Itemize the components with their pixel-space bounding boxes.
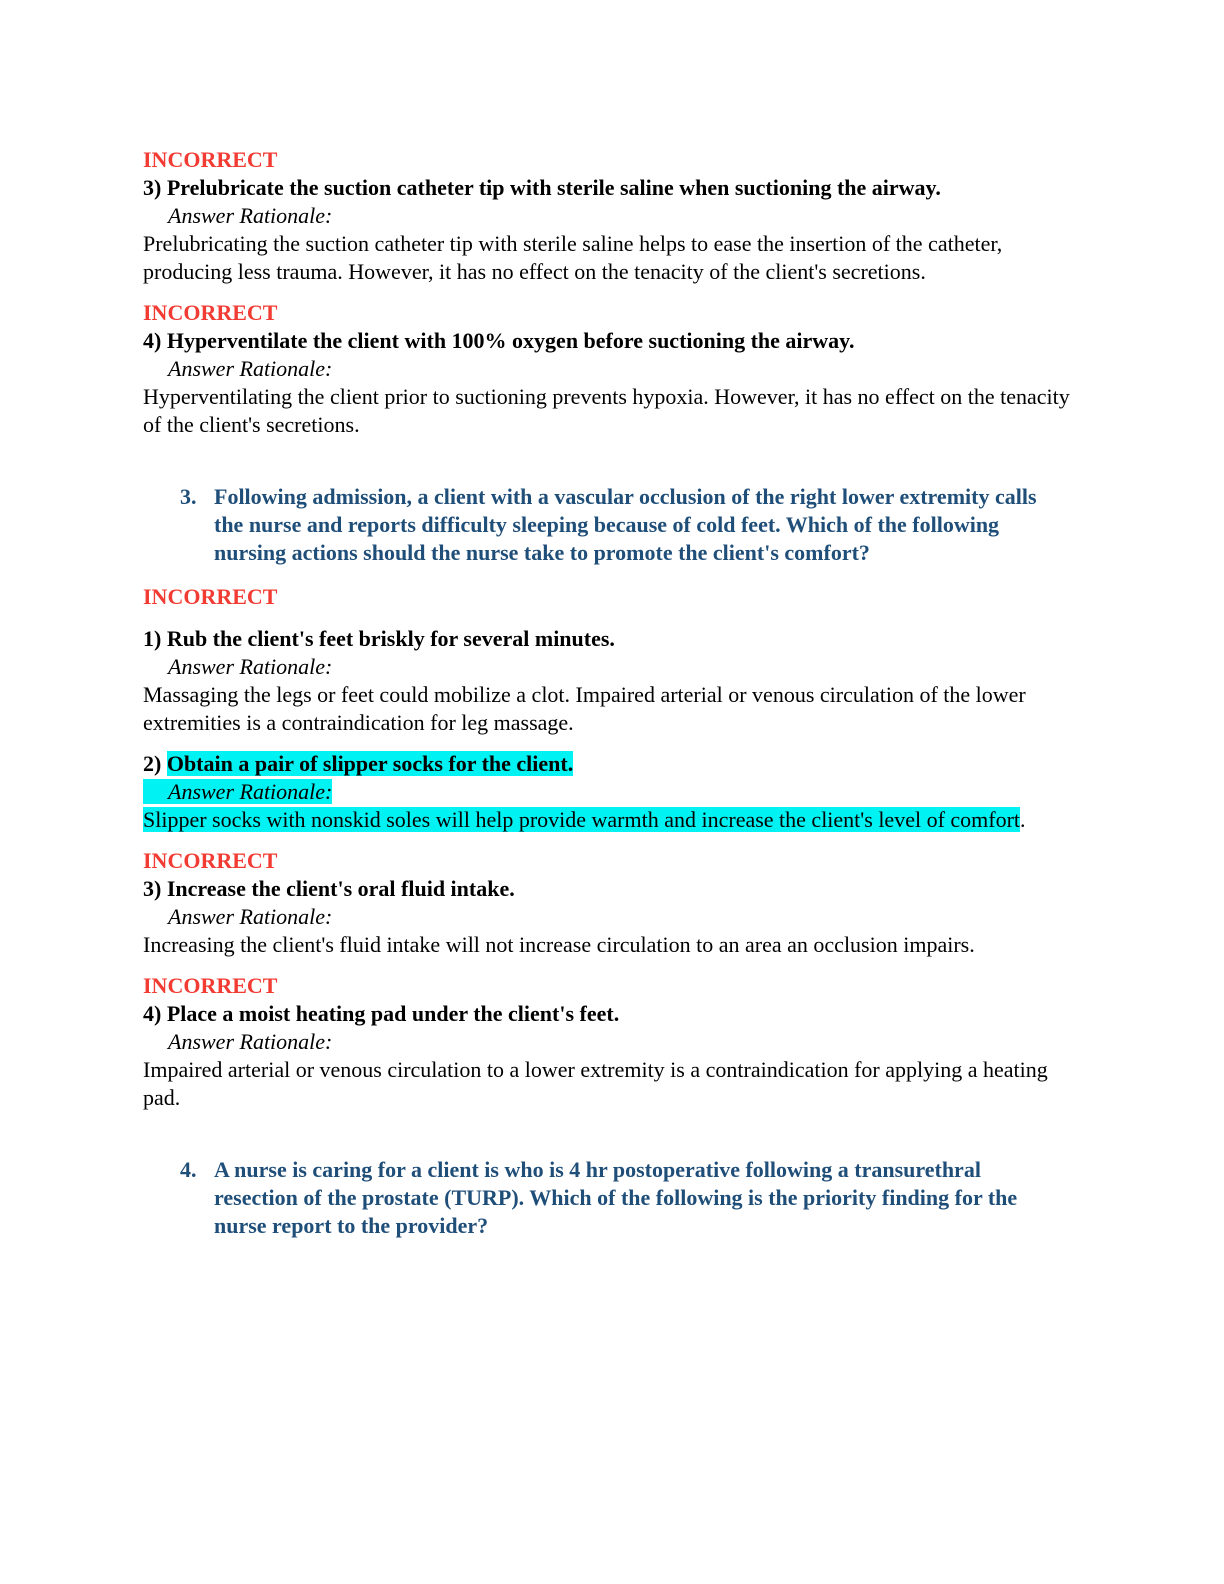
answer-block (143, 299, 1078, 439)
answer-block (143, 972, 1078, 1112)
status-label: INCORRECT (143, 147, 278, 172)
question-number: 3. (180, 484, 197, 509)
answer-block (143, 583, 1078, 737)
rationale-label: Answer Rationale: (168, 356, 333, 381)
rationale-text: Impaired arterial or venous circulation to a lower extremity is a contraindication for applying a heating pad. (143, 1057, 1048, 1110)
rationale-tail: . (1020, 807, 1026, 832)
answer-option (143, 750, 1078, 778)
rationale-label-text: Answer Rationale: (143, 779, 332, 804)
rationale-text: Increasing the client's fluid intake will not increase circulation to an area an occlusion impairs. (143, 932, 975, 957)
status-label: INCORRECT (143, 973, 278, 998)
question (180, 1156, 1078, 1240)
rationale-label (143, 778, 1078, 806)
rationale-text: Massaging the legs or feet could mobilize a clot. Impaired arterial or venous circulation of the lower extremities is a contraindication for leg massage. (143, 682, 1026, 735)
rationale-label: Answer Rationale: (168, 1029, 333, 1054)
rationale-text: Hyperventilating the client prior to suctioning prevents hypoxia. However, it has no effect on the tenacity of the client's secretions. (143, 384, 1070, 437)
answer-block (143, 847, 1078, 959)
rationale-label: Answer Rationale: (168, 203, 333, 228)
highlighted-rationale-text: Slipper socks with nonskid soles will help provide warmth and increase the client's level of comfort (143, 807, 1021, 832)
rationale-text: Prelubricating the suction catheter tip with sterile saline helps to ease the insertion of the catheter, producing less trauma. However, it has no effect on the tenacity of the client's secretions. (143, 231, 1003, 284)
answer-option: 4) Place a moist heating pad under the client's feet. (143, 1001, 620, 1026)
status-label: INCORRECT (143, 848, 278, 873)
status-label: INCORRECT (143, 300, 278, 325)
answer-block-correct (143, 750, 1078, 834)
answer-option: 4) Hyperventilate the client with 100% oxygen before suctioning the airway. (143, 328, 855, 353)
status-label: INCORRECT (143, 584, 278, 609)
answer-option: 1) Rub the client's feet briskly for several minutes. (143, 626, 615, 651)
rationale-label: Answer Rationale: (168, 654, 333, 679)
rationale-label: Answer Rationale: (168, 904, 333, 929)
question-number: 4. (180, 1157, 197, 1182)
answer-option: 3) Prelubricate the suction catheter tip with sterile saline when suctioning the airway. (143, 175, 941, 200)
option-number: 2) (143, 751, 167, 776)
rationale-text (143, 806, 1078, 834)
answer-block (143, 146, 1078, 286)
answer-option: 3) Increase the client's oral fluid intake. (143, 876, 515, 901)
question-text: A nurse is caring for a client is who is 4 hr postoperative following a transurethral resection of the prostate (TURP). Which of the following is the priority finding for the nurse report to the provider? (214, 1157, 1018, 1238)
highlighted-option-text: Obtain a pair of slipper socks for the client. (166, 751, 574, 776)
question (180, 483, 1078, 567)
question-text: Following admission, a client with a vascular occlusion of the right lower extremity calls the nurse and reports difficulty sleeping because of cold feet. Which of the following nursing actions should the nurse take to promote the client's comfort? (214, 484, 1037, 565)
